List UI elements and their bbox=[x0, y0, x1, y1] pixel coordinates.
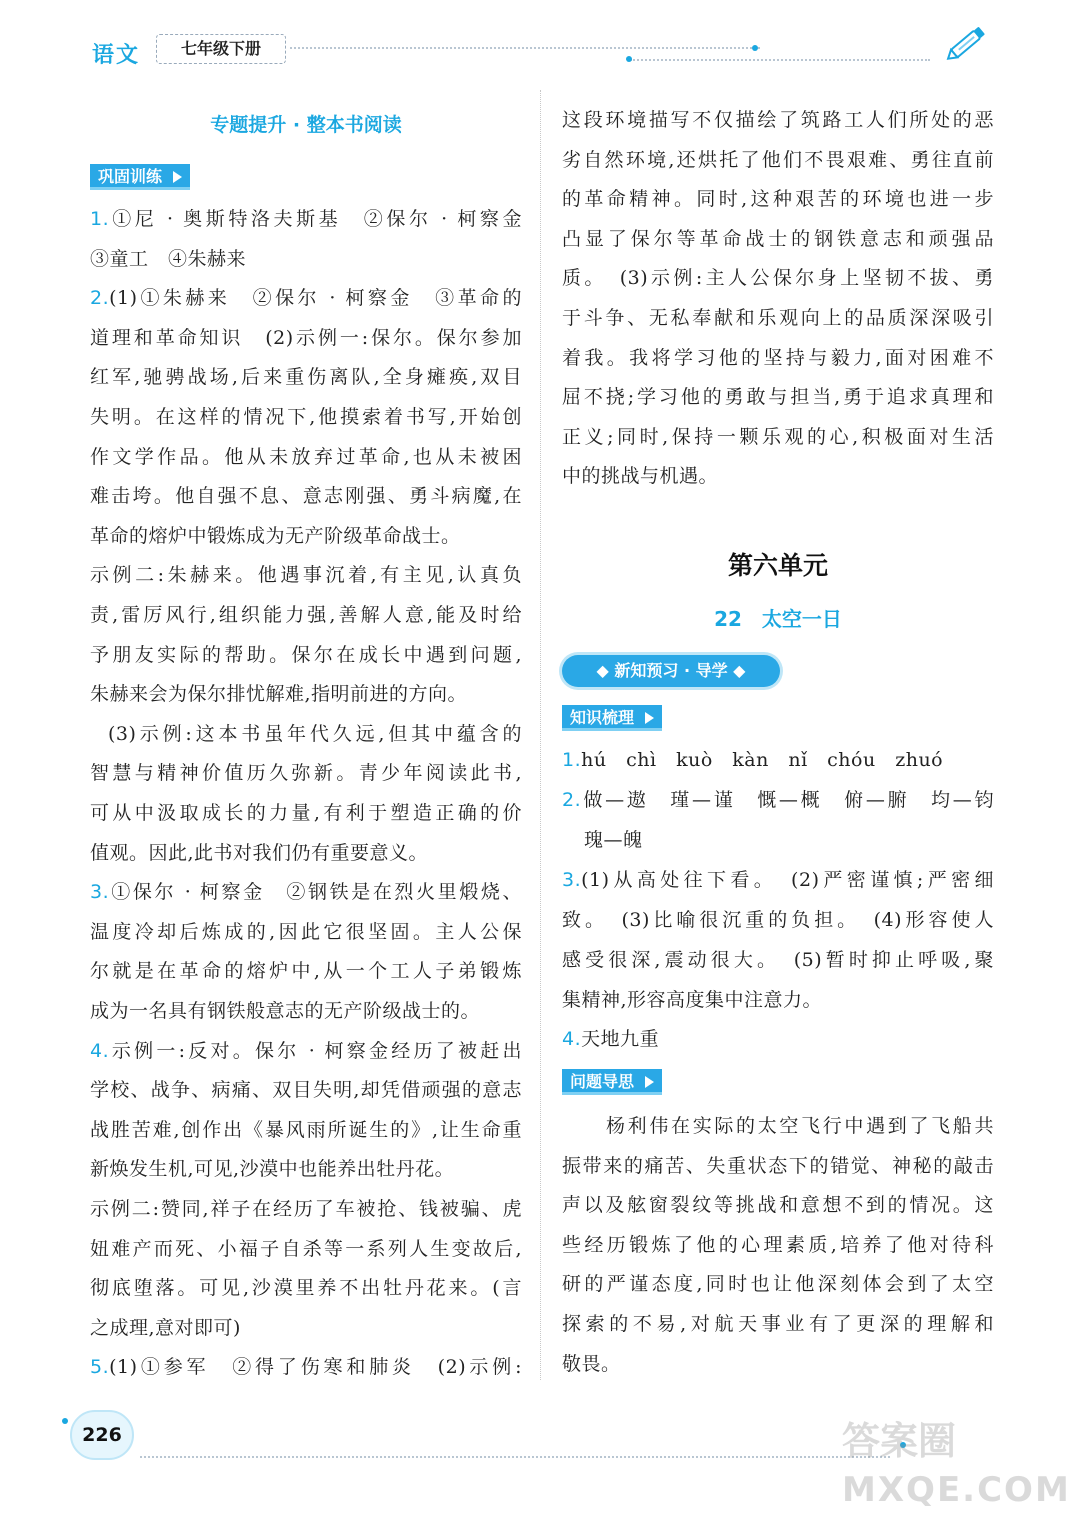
text-line bbox=[562, 788, 994, 812]
subject-label: 语文 bbox=[92, 43, 141, 68]
item-number: 3. bbox=[562, 869, 582, 891]
text-line bbox=[90, 484, 522, 508]
text-line bbox=[90, 682, 522, 706]
line-text: 屈不挠;学习他的勇敢与担当,勇于追求真理和 bbox=[562, 386, 994, 409]
item-number: 1. bbox=[90, 208, 110, 230]
text-line bbox=[562, 1312, 994, 1336]
line-text: 正义;同时,保持一颗乐观的心,积极面对生活 bbox=[562, 425, 994, 448]
play-arrow-icon bbox=[645, 712, 654, 724]
line-text: 成为一名具有钢铁般意志的无产阶级战士的。 bbox=[90, 1000, 481, 1022]
text-line bbox=[562, 227, 994, 251]
line-text: ③童工 ④朱赫来 bbox=[90, 247, 247, 270]
text-line bbox=[90, 841, 522, 865]
text-line bbox=[562, 988, 994, 1012]
line-text: ①尼 · 奥斯特洛夫斯基 ②保尔 · 柯察金 bbox=[109, 208, 522, 230]
line-text: 战胜苦难,创作出《暴风雨所诞生的》,让生命重 bbox=[90, 1118, 522, 1141]
line-text: 彻底堕落。可见,沙漠里养不出牡丹花来。(言 bbox=[90, 1277, 522, 1300]
pencil-icon bbox=[944, 22, 992, 62]
line-text: 劣自然环境,还烘托了他们不畏艰难、勇往直前 bbox=[562, 148, 994, 171]
text-line bbox=[90, 524, 522, 548]
line-text: 革命的熔炉中锻炼成为无产阶级革命战士。 bbox=[90, 524, 461, 547]
text-line bbox=[90, 365, 522, 389]
line-text: ①保尔 · 柯察金 ②钢铁是在烈火里煅烧、 bbox=[109, 881, 522, 904]
text-line bbox=[562, 1154, 994, 1178]
text-line bbox=[562, 187, 994, 211]
item-number: 4. bbox=[562, 1028, 582, 1050]
line-text: 妞难产而死、小福子自杀等一系列人生变故后, bbox=[90, 1237, 522, 1260]
text-line bbox=[90, 999, 522, 1023]
text-line bbox=[562, 1114, 994, 1138]
line-text: 作文学作品。他从未放弃过革命,也从未被困 bbox=[90, 445, 522, 468]
text-line bbox=[90, 761, 522, 785]
grade-label: 七年级下册 bbox=[156, 34, 286, 64]
text-line bbox=[562, 1272, 994, 1296]
line-text: 研的严谨态度,同时也让他深刻体会到了太空 bbox=[562, 1273, 994, 1296]
text-line bbox=[562, 1233, 994, 1257]
text-line bbox=[90, 643, 522, 667]
text-line bbox=[90, 247, 522, 271]
footer-dot bbox=[62, 1418, 68, 1424]
page-number: 226 bbox=[70, 1410, 134, 1460]
line-text: 之成理,意对即可) bbox=[90, 1316, 241, 1339]
text-line bbox=[90, 722, 522, 746]
line-text: 这段环境描写不仅描绘了筑路工人们所处的恶 bbox=[562, 109, 994, 131]
text-line bbox=[90, 445, 522, 469]
text-line bbox=[90, 801, 522, 825]
play-arrow-icon bbox=[173, 171, 182, 183]
line-text: 天地九重 bbox=[581, 1028, 660, 1050]
line-text: hú chì kuò kàn nǐ chóu zhuó bbox=[581, 749, 944, 771]
text-line bbox=[562, 266, 994, 290]
line-text: 的革命精神。同时,这种艰苦的环境也进一步 bbox=[562, 188, 994, 211]
line-text: 凸显了保尔等革命战士的钢铁意志和顽强品 bbox=[562, 227, 994, 250]
item-number: 3. bbox=[90, 881, 110, 904]
tag-question-guide bbox=[562, 1069, 662, 1095]
line-text: 可从中汲取成长的力量,有利于塑造正确的价 bbox=[90, 802, 522, 824]
section-title: 专题提升 · 整本书阅读 bbox=[210, 114, 402, 136]
line-text: 着我。我将学习他的坚持与毅力,面对困难不 bbox=[562, 346, 994, 369]
text-line bbox=[90, 920, 522, 944]
item-number: 2. bbox=[562, 789, 582, 811]
text-line bbox=[90, 563, 522, 587]
tag-consolidation-training bbox=[90, 164, 190, 190]
line-text: 难击垮。他自强不息、意志刚强、勇斗病魔,在 bbox=[90, 485, 522, 508]
line-text: (1)①朱赫来 ②保尔 · 柯察金 ③革命的 bbox=[109, 287, 522, 310]
text-line bbox=[90, 1197, 522, 1221]
lesson-title: 22 太空一日 bbox=[714, 607, 842, 631]
line-text: 瑰—魄 bbox=[584, 829, 643, 851]
text-line bbox=[90, 1355, 522, 1379]
text-line bbox=[562, 385, 994, 409]
text-line bbox=[562, 828, 994, 852]
text-line bbox=[90, 603, 522, 627]
tag-knowledge-review bbox=[562, 705, 662, 731]
line-text: 感受很深,震动很大。 (5)暂时抑止呼吸,聚 bbox=[562, 949, 994, 971]
line-text: 朱赫来会为保尔排忧解难,指明前进的方向。 bbox=[90, 683, 468, 706]
text-line bbox=[90, 326, 522, 350]
text-line bbox=[562, 464, 994, 488]
watermark-url: MXQE.COM bbox=[842, 1470, 1071, 1510]
line-text: 学校、战争、病痛、双目失明,却凭借顽强的意志 bbox=[90, 1079, 522, 1102]
tag-label: 知识梳理 bbox=[570, 708, 635, 727]
line-text: 于斗争、无私奉献和乐观向上的品质深深吸引 bbox=[562, 307, 994, 329]
text-line bbox=[562, 868, 994, 892]
play-arrow-icon bbox=[645, 1076, 654, 1088]
text-line bbox=[90, 1316, 522, 1340]
line-text: 责,雷厉风行,组织能力强,善解人意,能及时给 bbox=[90, 604, 522, 626]
line-text: 予朋友实际的帮助。保尔在成长中遇到问题, bbox=[90, 643, 522, 666]
item-number: 2. bbox=[90, 287, 110, 310]
line-text: 探索的不易,对航天事业有了更深的理解和 bbox=[562, 1313, 994, 1335]
text-line bbox=[562, 1352, 994, 1376]
line-text: 敬畏。 bbox=[562, 1352, 621, 1375]
header-dot bbox=[626, 56, 632, 62]
tag-label: 问题导思 bbox=[570, 1072, 635, 1091]
line-text: 些经历锻炼了他的心理素质,培养了他对待科 bbox=[562, 1233, 994, 1256]
header-divider bbox=[290, 47, 760, 49]
text-line bbox=[90, 1039, 522, 1063]
text-line bbox=[562, 908, 994, 932]
line-text: 失明。在这样的情况下,他摸索着书写,开始创 bbox=[90, 406, 522, 428]
item-number: 1. bbox=[562, 749, 582, 771]
text-line bbox=[90, 1078, 522, 1102]
line-text: 道理和革命知识 (2)示例一:保尔。保尔参加 bbox=[90, 326, 522, 349]
preview-guide-banner: ◆ 新知预习 · 导学 ◆ bbox=[562, 655, 780, 687]
line-text: 致。 (3)比喻很沉重的负担。 (4)形容使人 bbox=[562, 909, 994, 931]
line-text: (1)从高处往下看。 (2)严密谨慎;严密细 bbox=[581, 869, 994, 891]
text-line bbox=[562, 948, 994, 972]
text-line bbox=[90, 286, 522, 310]
watermark-logo: 答案圈 bbox=[842, 1419, 957, 1463]
header-divider-lower bbox=[630, 59, 930, 61]
header-dot bbox=[752, 45, 758, 51]
line-text: 示例二:赞同,祥子在经历了车被抢、钱被骗、虎 bbox=[90, 1198, 522, 1220]
line-text: 振带来的痛苦、失重状态下的错觉、神秘的敲击 bbox=[562, 1154, 994, 1177]
line-text: 示例一:反对。保尔 · 柯察金经历了被赶出 bbox=[109, 1039, 522, 1062]
text-line bbox=[90, 1157, 522, 1181]
tag-label: 巩固训练 bbox=[98, 167, 163, 186]
text-line bbox=[90, 1118, 522, 1142]
text-line bbox=[90, 1237, 522, 1261]
text-line bbox=[562, 346, 994, 370]
line-text: 值观。因此,此书对我们仍有重要意义。 bbox=[90, 841, 429, 864]
line-text: 智慧与精神价值历久弥新。青少年阅读此书, bbox=[90, 762, 522, 785]
line-text: 示例二:朱赫来。他遇事沉着,有主见,认真负 bbox=[90, 564, 522, 587]
unit-title: 第六单元 bbox=[727, 551, 828, 580]
line-text: (1)①参军 ②得了伤寒和肺炎 (2)示例: bbox=[109, 1356, 522, 1379]
line-text: 中的挑战与机遇。 bbox=[562, 465, 719, 488]
text-line bbox=[562, 108, 994, 132]
line-text: 红军,驰骋战场,后来重伤离队,全身瘫痪,双目 bbox=[90, 366, 522, 389]
line-text: 集精神,形容高度集中注意力。 bbox=[562, 989, 823, 1011]
item-number: 4. bbox=[90, 1039, 110, 1062]
column-divider bbox=[540, 90, 541, 1380]
line-text: 声以及舷窗裂纹等挑战和意想不到的情况。这 bbox=[562, 1194, 994, 1217]
footer-divider bbox=[140, 1456, 890, 1458]
text-line bbox=[562, 1027, 994, 1051]
line-text: (3)示例:这本书虽年代久远,但其中蕴含的 bbox=[108, 722, 522, 745]
line-text: 新焕发生机,可见,沙漠中也能养出牡丹花。 bbox=[90, 1158, 455, 1181]
text-line bbox=[90, 405, 522, 429]
line-text: 温度冷却后炼成的,因此它很坚固。主人公保 bbox=[90, 920, 522, 943]
line-text: 质。 (3)示例:主人公保尔身上坚韧不拔、勇 bbox=[562, 267, 994, 290]
text-line bbox=[90, 959, 522, 983]
text-line bbox=[90, 1276, 522, 1300]
text-line bbox=[90, 880, 522, 904]
text-line bbox=[562, 306, 994, 330]
text-line bbox=[562, 425, 994, 449]
line-text: 杨利伟在实际的太空飞行中遇到了飞船共 bbox=[606, 1115, 994, 1137]
text-line bbox=[90, 207, 522, 231]
text-line bbox=[562, 148, 994, 172]
line-text: 做—遨 瑾—谨 慨—概 俯—腑 均—钧 bbox=[581, 789, 994, 811]
line-text: 尔就是在革命的熔炉中,从一个工人子弟锻炼 bbox=[90, 960, 522, 983]
item-number: 5. bbox=[90, 1356, 110, 1379]
text-line bbox=[562, 748, 994, 772]
text-line bbox=[562, 1193, 994, 1217]
